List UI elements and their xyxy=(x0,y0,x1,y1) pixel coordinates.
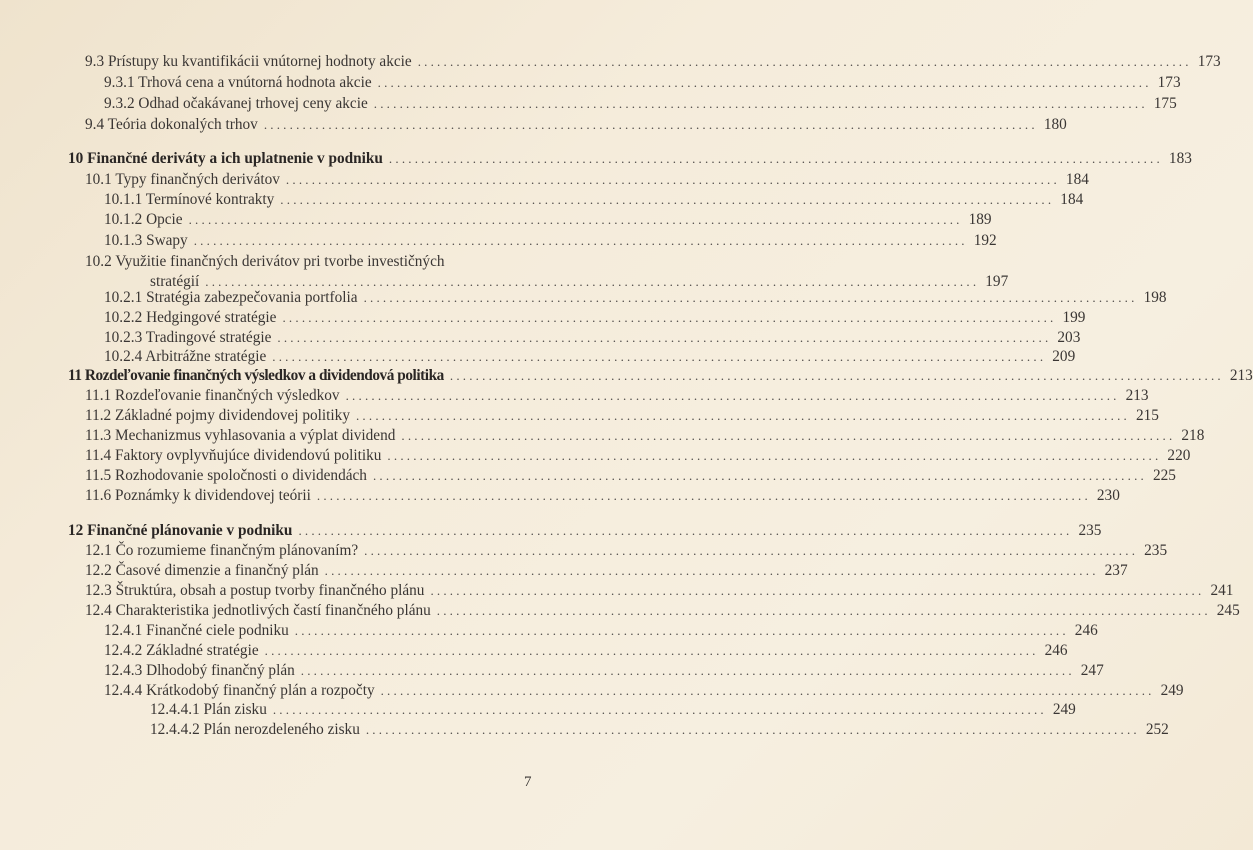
toc-entry-12-4-4-2: 12.4.4.2 Plán nerozdeleného zisku ........................................................................................................................ 252 xyxy=(150,721,1169,738)
dot-leader: ........................................................................................................................ xyxy=(401,428,1176,443)
dot-leader: ........................................................................................................................ xyxy=(388,151,1163,166)
page-ref: 213 xyxy=(1229,367,1253,384)
dot-leader: ........................................................................................................................ xyxy=(355,408,1130,423)
dot-leader: ........................................................................................................................ xyxy=(363,290,1138,305)
toc-entry-12-1: 12.1 Čo rozumieme finančným plánovaním? ........................................................................................................................ 235 xyxy=(85,542,1168,559)
page-ref: 184 xyxy=(1065,171,1089,188)
toc-entry-11-5: 11.5 Rozhodovanie spoločnosti o dividendách ........................................................................................................................ 225 xyxy=(85,467,1176,484)
page-ref: 230 xyxy=(1096,487,1120,504)
dot-leader: ........................................................................................................................ xyxy=(430,583,1205,598)
dot-leader: ........................................................................................................................ xyxy=(417,54,1192,69)
toc-entry-10-2-4: 10.2.4 Arbitrážne stratégie ........................................................................................................................ 209 xyxy=(104,348,1076,365)
page-number: 7 xyxy=(524,774,532,790)
dot-leader: ........................................................................................................................ xyxy=(365,722,1140,737)
toc-entry-10-2-1: 10.2.1 Stratégia zabezpečovania portfolia ........................................................................................................................ 198 xyxy=(104,289,1167,306)
dot-leader: ........................................................................................................................ xyxy=(380,683,1155,698)
page-ref: 198 xyxy=(1143,289,1167,306)
dot-leader: ........................................................................................................................ xyxy=(345,388,1120,403)
page-ref: 189 xyxy=(968,211,992,228)
toc-chapter-10: 10 Finančné deriváty a ich uplatnenie v podniku ........................................................................................................................ 183 xyxy=(68,150,1192,167)
dot-leader: ........................................................................................................................ xyxy=(280,192,1055,207)
page-ref: 173 xyxy=(1197,53,1221,70)
page-ref: 235 xyxy=(1078,522,1102,539)
toc-entry-11-1: 11.1 Rozdeľovanie finančných výsledkov ........................................................................................................................ 213 xyxy=(85,387,1149,404)
toc-entry-10-1-1: 10.1.1 Termínové kontrakty ........................................................................................................................ 184 xyxy=(104,191,1084,208)
toc-chapter-11: 11 Rozdeľovanie finančných výsledkov a dividendová politika ........................................................................................................................ 213 xyxy=(68,367,1253,384)
toc-entry-12-4-3: 12.4.3 Dlhodobý finančný plán ........................................................................................................................ 247 xyxy=(104,662,1104,679)
toc-entry-10-2-3: 10.2.3 Tradingové stratégie ........................................................................................................................ 203 xyxy=(104,329,1081,346)
toc-entry-10-1: 10.1 Typy finančných derivátov ........................................................................................................................ 184 xyxy=(85,171,1089,188)
dot-leader: ........................................................................................................................ xyxy=(263,117,1038,132)
dot-leader: ........................................................................................................................ xyxy=(205,274,980,289)
dot-leader: ........................................................................................................................ xyxy=(364,543,1139,558)
toc-entry-11-3: 11.3 Mechanizmus vyhlasovania a výplat dividend ........................................................................................................................ 218 xyxy=(85,427,1205,444)
page-ref: 184 xyxy=(1060,191,1084,208)
toc-entry-12-4-4: 12.4.4 Krátkodobý finančný plán a rozpočty ........................................................................................................................ 249 xyxy=(104,682,1184,699)
toc-entry-9-3-1: 9.3.1 Trhová cena a vnútorná hodnota akcie ........................................................................................................................ 173 xyxy=(104,74,1181,91)
dot-leader: ........................................................................................................................ xyxy=(373,96,1148,111)
dot-leader: ........................................................................................................................ xyxy=(277,330,1052,345)
toc-entry-10-2-2: 10.2.2 Hedgingové stratégie ........................................................................................................................ 199 xyxy=(104,309,1086,326)
toc-entry-11-4: 11.4 Faktory ovplyvňujúce dividendovú politiku ........................................................................................................................ 220 xyxy=(85,447,1191,464)
toc-entry-12-2: 12.2 Časové dimenzie a finančný plán ........................................................................................................................ 237 xyxy=(85,562,1128,579)
toc-chapter-12: 12 Finančné plánovanie v podniku ........................................................................................................................ 235 xyxy=(68,522,1102,539)
toc-entry-12-4-4-1: 12.4.4.1 Plán zisku ........................................................................................................................ 249 xyxy=(150,701,1076,718)
page-ref: 247 xyxy=(1080,662,1104,679)
dot-leader: ........................................................................................................................ xyxy=(316,488,1091,503)
dot-leader: ........................................................................................................................ xyxy=(294,623,1069,638)
page-ref: 249 xyxy=(1160,682,1184,699)
page-ref: 246 xyxy=(1074,622,1098,639)
page-ref: 237 xyxy=(1104,562,1128,579)
dot-leader: ........................................................................................................................ xyxy=(298,523,1073,538)
dot-leader: ........................................................................................................................ xyxy=(324,563,1099,578)
page-ref: 235 xyxy=(1144,542,1168,559)
toc-entry-12-4: 12.4 Charakteristika jednotlivých častí finančného plánu ........................................................................................................................ 245 xyxy=(85,602,1240,619)
dot-leader: ........................................................................................................................ xyxy=(372,468,1147,483)
page-ref: 241 xyxy=(1210,582,1234,599)
dot-leader: ........................................................................................................................ xyxy=(193,233,968,248)
toc-entry-12-4-2: 12.4.2 Základné stratégie ........................................................................................................................ 246 xyxy=(104,642,1068,659)
page-ref: 197 xyxy=(985,273,1009,290)
dot-leader: ........................................................................................................................ xyxy=(188,212,963,227)
toc-entry-10-1-2: 10.1.2 Opcie ........................................................................................................................ 189 xyxy=(104,211,992,228)
toc-entry-11-6: 11.6 Poznámky k dividendovej teórii ........................................................................................................................ 230 xyxy=(85,487,1120,504)
page-ref: 175 xyxy=(1153,95,1177,112)
page-ref: 246 xyxy=(1044,642,1068,659)
page-ref: 252 xyxy=(1145,721,1169,738)
page-ref: 203 xyxy=(1057,329,1081,346)
page-ref: 215 xyxy=(1135,407,1159,424)
toc-entry-9-3-2: 9.3.2 Odhad očakávanej trhovej ceny akcie ........................................................................................................................ 175 xyxy=(104,95,1177,112)
dot-leader: ........................................................................................................................ xyxy=(449,368,1224,383)
dot-leader: ........................................................................................................................ xyxy=(436,603,1211,618)
toc-entry-10-1-3: 10.1.3 Swapy ........................................................................................................................ 192 xyxy=(104,232,997,249)
page-ref: 249 xyxy=(1052,701,1076,718)
page-ref: 213 xyxy=(1125,387,1149,404)
dot-leader: ........................................................................................................................ xyxy=(377,75,1152,90)
toc-entry-12-4-1: 12.4.1 Finančné ciele podniku ........................................................................................................................ 246 xyxy=(104,622,1098,639)
toc-entry-11-2: 11.2 Základné pojmy dividendovej politiky ........................................................................................................................ 215 xyxy=(85,407,1159,424)
dot-leader: ........................................................................................................................ xyxy=(264,643,1039,658)
dot-leader: ........................................................................................................................ xyxy=(285,172,1060,187)
page-ref: 180 xyxy=(1043,116,1067,133)
page-ref: 183 xyxy=(1168,150,1192,167)
toc-entry-12-3: 12.3 Štruktúra, obsah a postup tvorby finančného plánu ........................................................................................................................ 241 xyxy=(85,582,1234,599)
page-ref: 199 xyxy=(1062,309,1086,326)
page-ref: 220 xyxy=(1167,447,1191,464)
dot-leader: ........................................................................................................................ xyxy=(272,702,1047,717)
page-ref: 218 xyxy=(1181,427,1205,444)
toc-entry-10-2: stratégií ........................................................................................................................ 197 xyxy=(150,273,1009,290)
toc-entry-10-2-title: 10.2 Využitie finančných derivátov pri tvorbe investičných xyxy=(85,253,445,270)
page-ref: 245 xyxy=(1216,602,1240,619)
page-ref: 209 xyxy=(1052,348,1076,365)
dot-leader: ........................................................................................................................ xyxy=(300,663,1075,678)
page-ref: 225 xyxy=(1152,467,1176,484)
dot-leader: ........................................................................................................................ xyxy=(387,448,1162,463)
page-ref: 173 xyxy=(1157,74,1181,91)
toc-entry-9-3: 9.3 Prístupy ku kvantifikácii vnútornej hodnoty akcie ........................................................................................................................ 173 xyxy=(85,53,1221,70)
page-ref: 192 xyxy=(973,232,997,249)
dot-leader: ........................................................................................................................ xyxy=(272,349,1047,364)
toc-entry-9-4: 9.4 Teória dokonalých trhov ........................................................................................................................ 180 xyxy=(85,116,1067,133)
dot-leader: ........................................................................................................................ xyxy=(282,310,1057,325)
